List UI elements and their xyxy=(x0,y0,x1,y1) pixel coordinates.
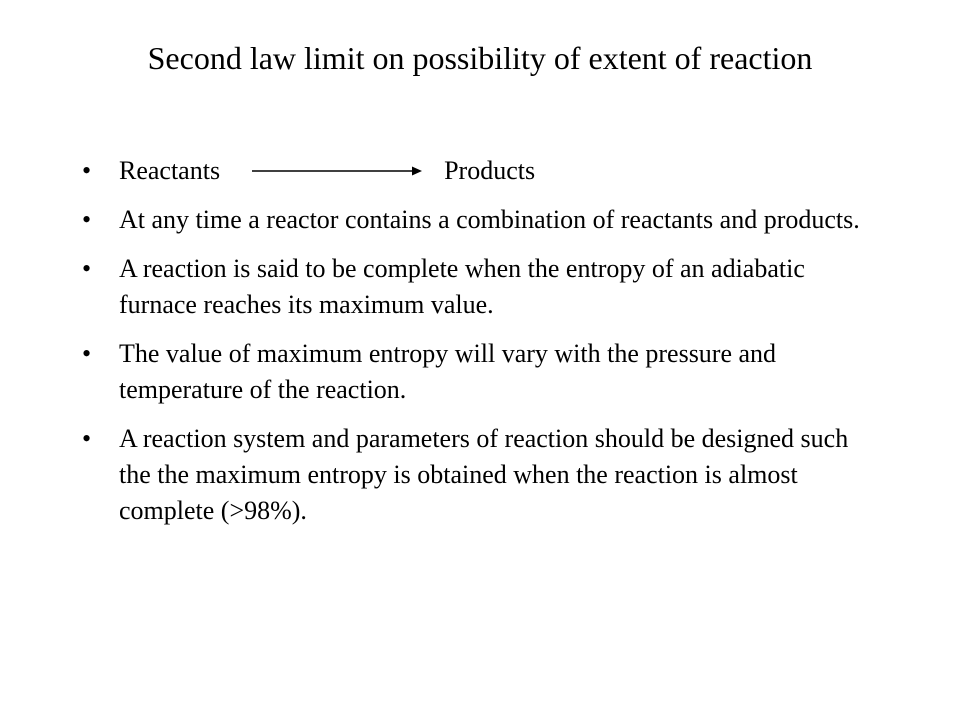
bullet-item xyxy=(82,251,882,323)
bullet-dot: • xyxy=(82,205,92,234)
bullet-text: A reaction is said to be complete when the entropy of an adiabatic furnace reaches its maximum value. xyxy=(119,254,805,319)
bullet-item xyxy=(82,336,882,408)
bullet-text: The value of maximum entropy will vary with the pressure and temperature of the reaction. xyxy=(119,339,777,404)
bullet-dot: • xyxy=(82,339,92,368)
reactants-label: Reactants xyxy=(119,156,221,185)
bullet-text: A reaction system and parameters of reaction should be designed such the the maximum entropy is obtained when the reaction is almost complete (>98%). xyxy=(119,424,849,525)
bullet-text: At any time a reactor contains a combination of reactants and products. xyxy=(119,205,860,234)
right-arrow-icon xyxy=(252,164,422,178)
bullet-dot: • xyxy=(82,156,92,185)
bullet-item xyxy=(82,421,882,529)
slide-title: Second law limit on possibility of extent of reaction xyxy=(147,40,813,76)
bullet-item xyxy=(82,202,882,238)
bullet-dot: • xyxy=(82,424,92,453)
bullet-reaction xyxy=(82,153,882,189)
bullet-dot: • xyxy=(82,254,92,283)
bullet-list xyxy=(82,153,882,542)
products-label: Products xyxy=(444,156,536,185)
